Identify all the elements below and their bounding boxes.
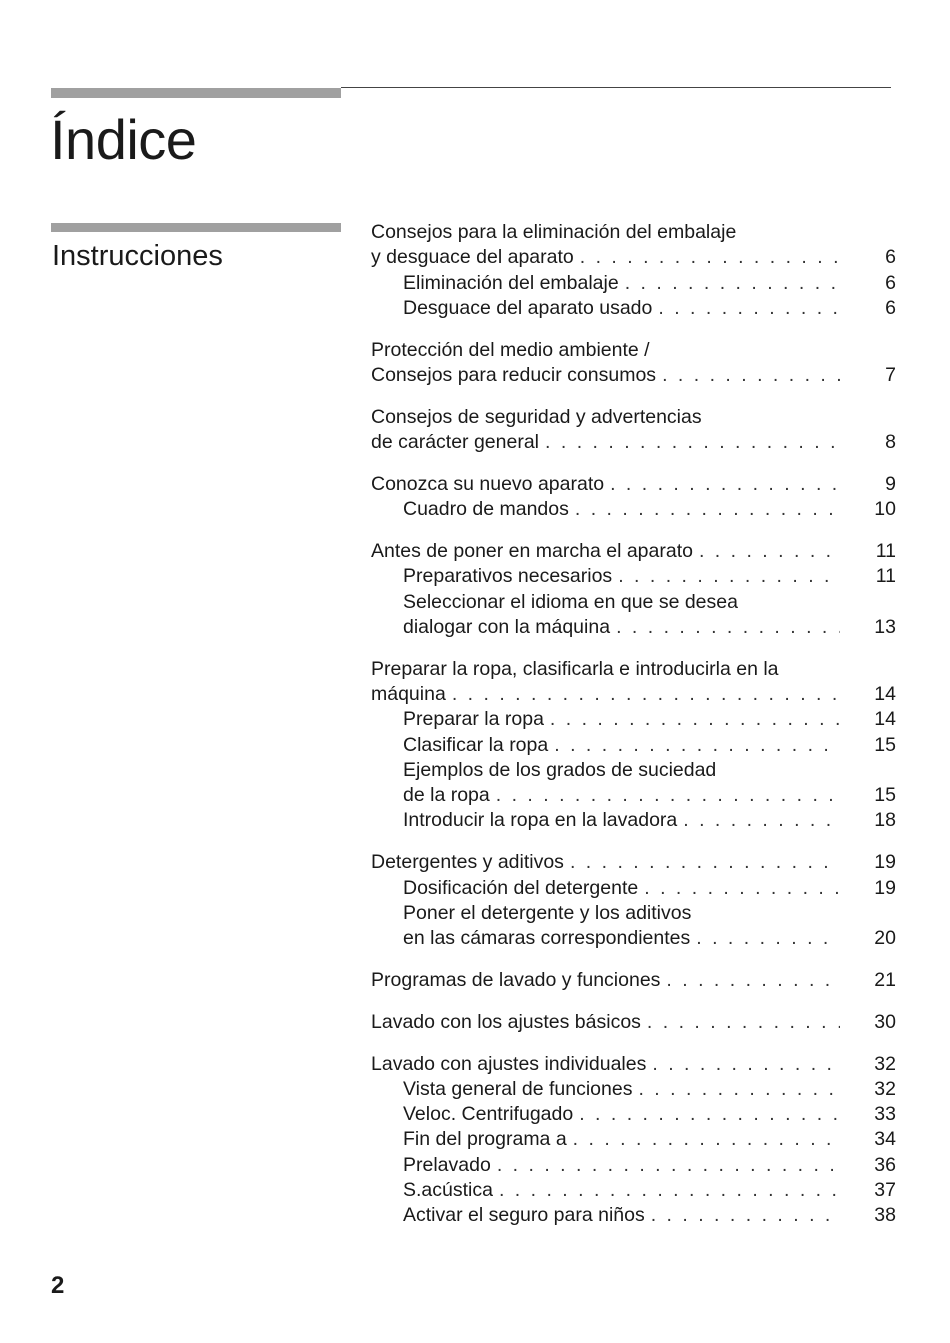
toc-page-number: 8: [885, 431, 896, 454]
toc-entry[interactable]: [371, 405, 896, 430]
toc-dot-leader: [579, 1102, 840, 1127]
toc-page-number: 33: [874, 1103, 896, 1126]
toc-page-number: 32: [874, 1077, 896, 1100]
toc-entry[interactable]: [371, 539, 896, 564]
toc-entry-text: Ejemplos de los grados de suciedad: [403, 758, 717, 781]
toc-entry-text: Preparar la ropa, clasificarla e introducirla en la: [371, 657, 779, 680]
toc-page-number: 34: [874, 1128, 896, 1151]
toc-entry[interactable]: [371, 657, 896, 682]
toc-group: [371, 405, 896, 456]
toc-group: [371, 1052, 896, 1229]
toc-dot-leader: [662, 363, 840, 388]
toc-entry[interactable]: [371, 472, 896, 497]
toc-dot-leader: [499, 1178, 840, 1203]
toc-entry[interactable]: [371, 430, 896, 455]
toc-entry-text: Consejos para la eliminación del embalaje: [371, 221, 737, 243]
title-rule-thin: [341, 87, 891, 88]
toc-subentry[interactable]: [371, 926, 896, 951]
toc-entry[interactable]: [371, 1010, 896, 1035]
toc-entry-text: de carácter general: [371, 431, 540, 454]
toc-subentry[interactable]: [371, 707, 896, 732]
toc-entry-text: Preparativos necesarios: [403, 565, 613, 588]
toc-page-number: 15: [874, 733, 896, 756]
toc-subentry[interactable]: [371, 783, 896, 808]
toc-dot-leader: [651, 1203, 840, 1228]
section-title: Instrucciones: [52, 240, 223, 272]
toc-entry-text: dialogar con la máquina: [403, 615, 611, 638]
toc-page-number: 9: [885, 472, 896, 495]
toc-dot-leader: [696, 926, 840, 951]
toc-entry-text: Clasificar la ropa: [403, 733, 549, 756]
page-title: Índice: [50, 108, 197, 171]
title-rule-thick: [51, 88, 341, 98]
toc-subentry[interactable]: [371, 296, 896, 321]
toc-entry-text: en las cámaras correspondientes: [403, 927, 691, 950]
toc-entry-text: máquina: [371, 682, 446, 705]
toc-dot-leader: [699, 539, 840, 564]
toc-page-number: 19: [874, 851, 896, 874]
toc-entry-text: de la ropa: [403, 784, 490, 807]
toc-dot-leader: [580, 245, 840, 270]
toc-subentry[interactable]: [371, 808, 896, 833]
toc-subentry[interactable]: [371, 271, 896, 296]
toc-entry-text: Vista general de funciones: [403, 1077, 633, 1100]
toc-dot-leader: [618, 564, 840, 589]
toc-page-number: 20: [874, 927, 896, 950]
toc-group: [371, 1010, 896, 1035]
toc-group: [371, 472, 896, 523]
section-rule: [51, 223, 341, 232]
toc-page-number: 13: [874, 615, 896, 638]
toc-dot-leader: [452, 682, 840, 707]
toc-entry-text: Antes de poner en marcha el aparato: [371, 539, 693, 562]
toc-dot-leader: [575, 497, 840, 522]
toc-dot-leader: [616, 615, 840, 640]
toc-entry-text: Lavado con los ajustes básicos: [371, 1010, 641, 1033]
toc-page-number: 14: [874, 708, 896, 731]
toc-group: [371, 850, 896, 951]
toc-dot-leader: [644, 876, 840, 901]
toc-page-number: 15: [874, 784, 896, 807]
toc-dot-leader: [647, 1010, 840, 1035]
toc-entry[interactable]: [371, 682, 896, 707]
toc-group: [371, 657, 896, 834]
toc-page-number: 36: [874, 1153, 896, 1176]
toc-subentry[interactable]: [371, 1178, 896, 1203]
toc-entry-text: Cuadro de mandos: [403, 498, 569, 521]
toc-entry[interactable]: [371, 968, 896, 993]
toc-subentry[interactable]: [371, 564, 896, 589]
toc-page-number: 6: [885, 296, 896, 319]
toc-dot-leader: [554, 733, 840, 758]
toc-page-number: 37: [874, 1179, 896, 1201]
toc-dot-leader: [638, 1077, 840, 1102]
toc-page-number: 18: [874, 809, 896, 832]
toc-entry-text: Lavado con ajustes individuales: [371, 1052, 647, 1075]
toc-subentry[interactable]: [371, 615, 896, 640]
toc-entry-text: Protección del medio ambiente /: [371, 338, 650, 361]
toc-page-number: 6: [885, 246, 896, 269]
toc-subentry[interactable]: [371, 733, 896, 758]
toc-dot-leader: [625, 271, 840, 296]
toc-entry-text: Conozca su nuevo aparato: [371, 472, 605, 495]
toc-entry-text: Eliminación del embalaje: [403, 271, 619, 294]
toc-entry[interactable]: [371, 338, 896, 363]
toc-entry-text: Veloc. Centrifugado: [403, 1103, 574, 1126]
toc-page-number: 32: [874, 1052, 896, 1075]
toc-page-number: 21: [874, 968, 896, 991]
toc-dot-leader: [658, 296, 840, 321]
toc-entry-text: Consejos para reducir consumos: [371, 363, 657, 386]
toc-subentry[interactable]: [371, 1203, 896, 1228]
toc-page-number: 11: [875, 539, 896, 562]
toc-dot-leader: [652, 1052, 840, 1077]
toc-dot-leader: [610, 472, 840, 497]
toc-dot-leader: [666, 968, 840, 993]
toc-subentry[interactable]: [371, 1077, 896, 1102]
toc-entry-text: Consejos de seguridad y advertencias: [371, 405, 702, 428]
toc-entry-text: S.acústica: [403, 1179, 493, 1201]
toc-entry-text: Preparar la ropa: [403, 708, 544, 731]
toc-entry-text: Dosificación del detergente: [403, 876, 639, 899]
toc-group: [371, 220, 896, 321]
table-of-contents: [371, 220, 896, 1245]
toc-dot-leader: [496, 783, 840, 808]
toc-group: [371, 338, 896, 389]
toc-entry-text: Detergentes y aditivos: [371, 851, 564, 874]
toc-page-number: 14: [874, 682, 896, 705]
toc-subentry[interactable]: [371, 758, 896, 783]
toc-entry[interactable]: [371, 850, 896, 875]
toc-entry[interactable]: [371, 1052, 896, 1077]
toc-dot-leader: [545, 430, 840, 455]
toc-dot-leader: [570, 850, 840, 875]
toc-page-number: 19: [874, 876, 896, 899]
toc-entry[interactable]: [371, 245, 896, 270]
toc-entry-text: Activar el seguro para niños: [403, 1204, 645, 1227]
toc-entry-text: Poner el detergente y los aditivos: [403, 901, 692, 924]
toc-page-number: 6: [885, 271, 896, 294]
toc-subentry[interactable]: [371, 876, 896, 901]
toc-subentry[interactable]: [371, 590, 896, 615]
toc-page-number: 38: [874, 1204, 896, 1227]
toc-page-number: 30: [874, 1010, 896, 1033]
toc-subentry[interactable]: [371, 1127, 896, 1152]
toc-entry-text: Seleccionar el idioma en que se desea: [403, 590, 738, 613]
toc-page-number: 10: [874, 498, 896, 521]
toc-subentry[interactable]: [371, 1102, 896, 1127]
toc-group: [371, 539, 896, 640]
toc-dot-leader: [573, 1127, 840, 1152]
toc-subentry[interactable]: [371, 497, 896, 522]
toc-page-number: 7: [885, 363, 896, 386]
toc-page-number: 11: [875, 565, 896, 588]
toc-dot-leader: [683, 808, 840, 833]
toc-entry-text: Programas de lavado y funciones: [371, 968, 661, 991]
toc-entry-text: Prelavado: [403, 1153, 491, 1176]
toc-entry-text: Desguace del aparato usado: [403, 296, 653, 319]
toc-dot-leader: [550, 707, 840, 732]
toc-entry[interactable]: [371, 220, 896, 245]
toc-entry-text: Fin del programa a: [403, 1128, 567, 1151]
toc-subentry[interactable]: [371, 901, 896, 926]
toc-group: [371, 968, 896, 993]
toc-entry-text: Introducir la ropa en la lavadora: [403, 809, 678, 832]
page-number: 2: [51, 1272, 65, 1299]
toc-entry[interactable]: [371, 363, 896, 388]
toc-subentry[interactable]: [371, 1153, 896, 1178]
toc-entry-text: y desguace del aparato: [371, 246, 574, 269]
toc-dot-leader: [497, 1153, 840, 1178]
